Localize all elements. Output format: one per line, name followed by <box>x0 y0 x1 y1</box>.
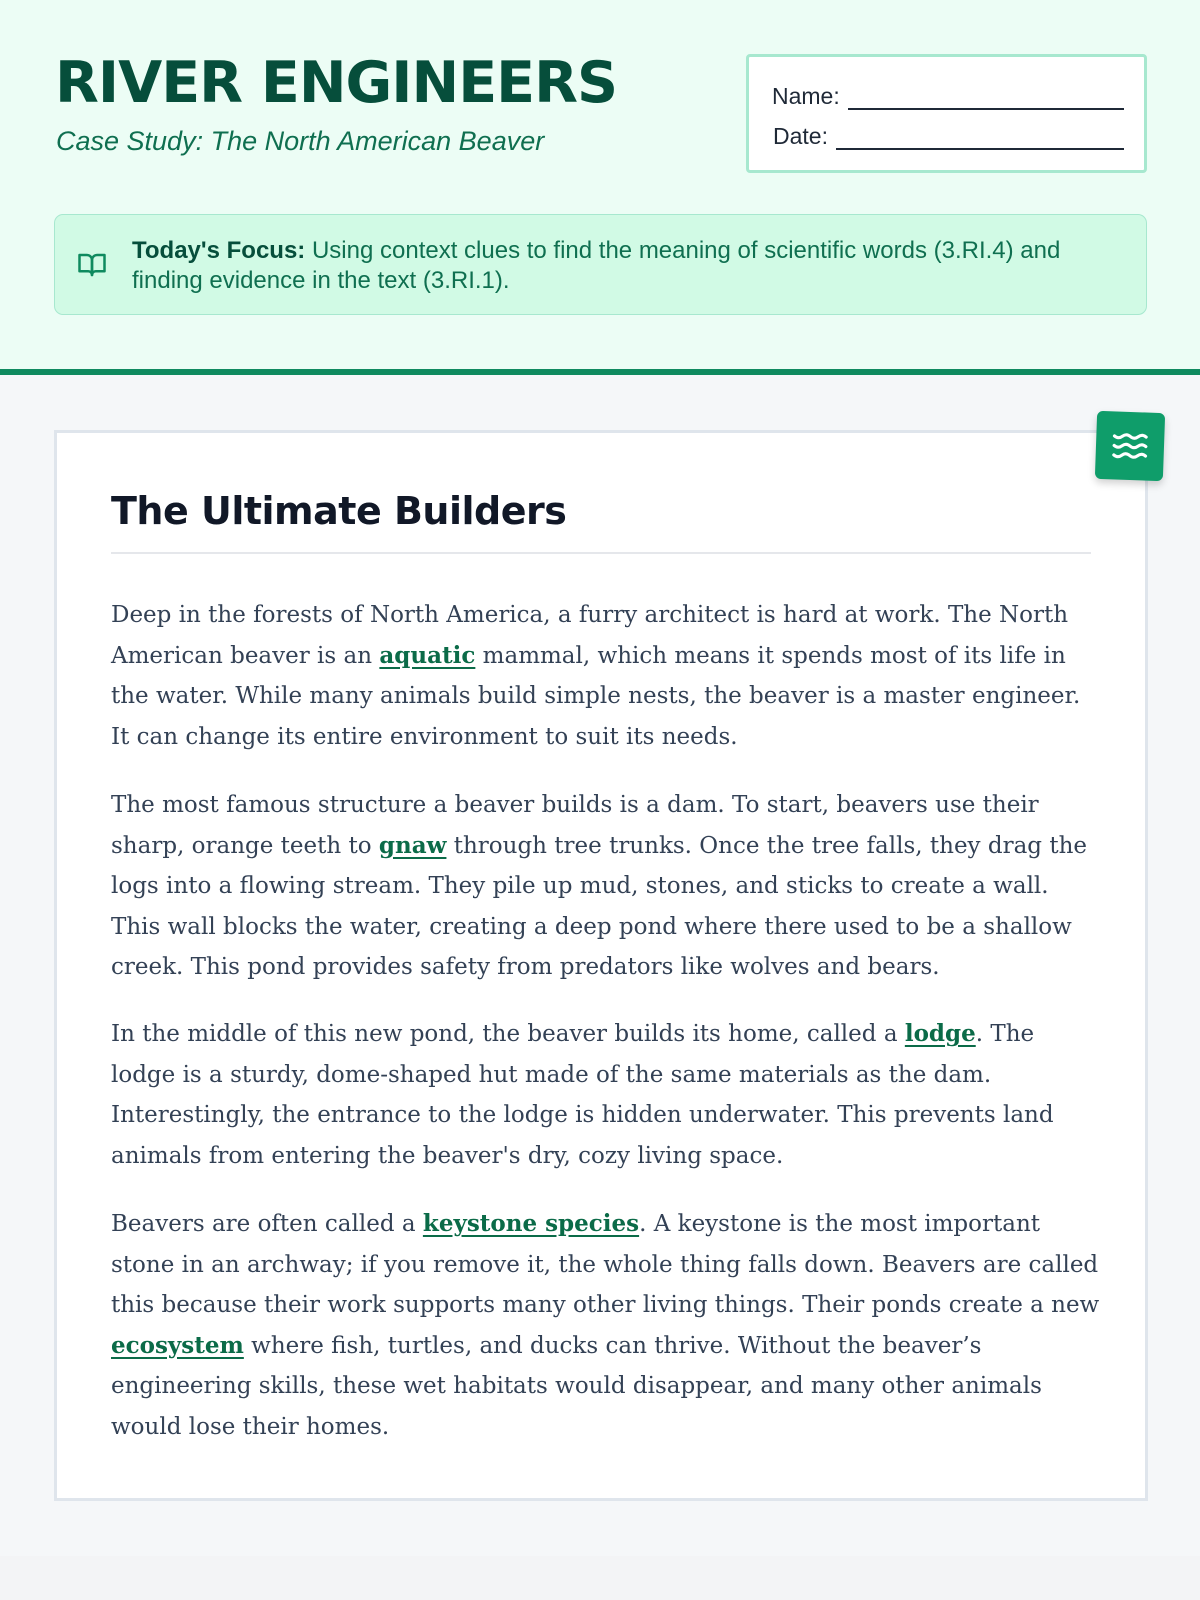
name-date-box <box>746 54 1147 173</box>
paragraph-text: where fish, turtles, and ducks can thrive. Without the beaver’s engineering skills, these wet habitats would disappear, and many other animals would lose their homes. <box>111 1332 1042 1440</box>
title-divider <box>111 552 1091 554</box>
paragraph-text: mammal, which means it spends most of its life in the water. While many animals build simple nests, the beaver is a master engineer. It can change its entire environment to suit its needs. <box>111 642 1081 750</box>
vocab-term-lodge: lodge <box>904 1020 976 1047</box>
worksheet-subtitle: Case Study: The North American Beaver <box>56 126 545 156</box>
paragraph-text: Beavers are often called a <box>111 1211 423 1237</box>
date-field[interactable] <box>836 128 1124 150</box>
paragraph-text: In the middle of this new pond, the beaver builds its home, called a <box>111 1021 905 1047</box>
date-label: Date: <box>773 123 828 149</box>
name-row <box>772 83 1124 110</box>
article-paragraph-3 <box>111 1014 1101 1176</box>
paragraph-text: . A keystone is the most important stone in an archway; if you remove it, the whole thing falls down. Beavers are called this because their work supports many other living things. Their ponds create a new <box>111 1211 1100 1318</box>
focus-label: Today's Focus: <box>132 237 306 264</box>
open-book-icon <box>77 250 107 280</box>
focus-text <box>132 236 1122 296</box>
article-paragraph-1 <box>111 595 1101 757</box>
focus-description: Using context clues to find the meaning of scientific words (3.RI.4) and finding evidence in the text (3.RI.1). <box>132 237 1061 294</box>
name-field[interactable] <box>848 88 1124 110</box>
page-footer-band <box>0 1556 1200 1600</box>
paragraph-text: Deep in the forests of North America, a furry architect is hard at work. The North American beaver is an <box>111 602 1069 669</box>
article-title: The Ultimate Builders <box>111 489 567 533</box>
vocab-term-keystone-species: keystone species <box>422 1210 640 1237</box>
date-row <box>773 123 1124 150</box>
article-paragraph-4 <box>111 1204 1101 1447</box>
name-label: Name: <box>772 83 840 109</box>
article-badge <box>1095 411 1165 481</box>
worksheet-title: RIVER ENGINEERS <box>55 50 618 116</box>
article-paragraph-2 <box>111 785 1101 988</box>
vocab-term-ecosystem: ecosystem <box>111 1331 244 1359</box>
paragraph-text: . The lodge is a sturdy, dome-shaped hut made of the same materials as the dam. Interestingly, the entrance to the lodge is hidden underwater. This prevents land animals from entering the beaver's dry, cozy living space. <box>111 1021 1054 1169</box>
vocab-term-gnaw: gnaw <box>378 831 447 859</box>
paragraph-text: through tree trunks. Once the tree falls, they drag the logs into a flowing stream. They pile up mud, stones, and sticks to create a wall. This wall blocks the water, creating a deep pond where there used to be a shallow creek. This pond provides safety from predators like wolves and bears. <box>111 832 1087 980</box>
paragraph-text: The most famous structure a beaver builds is a dam. To start, beavers use their sharp, orange teeth to <box>111 792 1039 859</box>
vocab-term-aquatic: aquatic <box>379 641 476 669</box>
focus-callout <box>54 214 1147 315</box>
worksheet-header <box>0 0 1200 375</box>
